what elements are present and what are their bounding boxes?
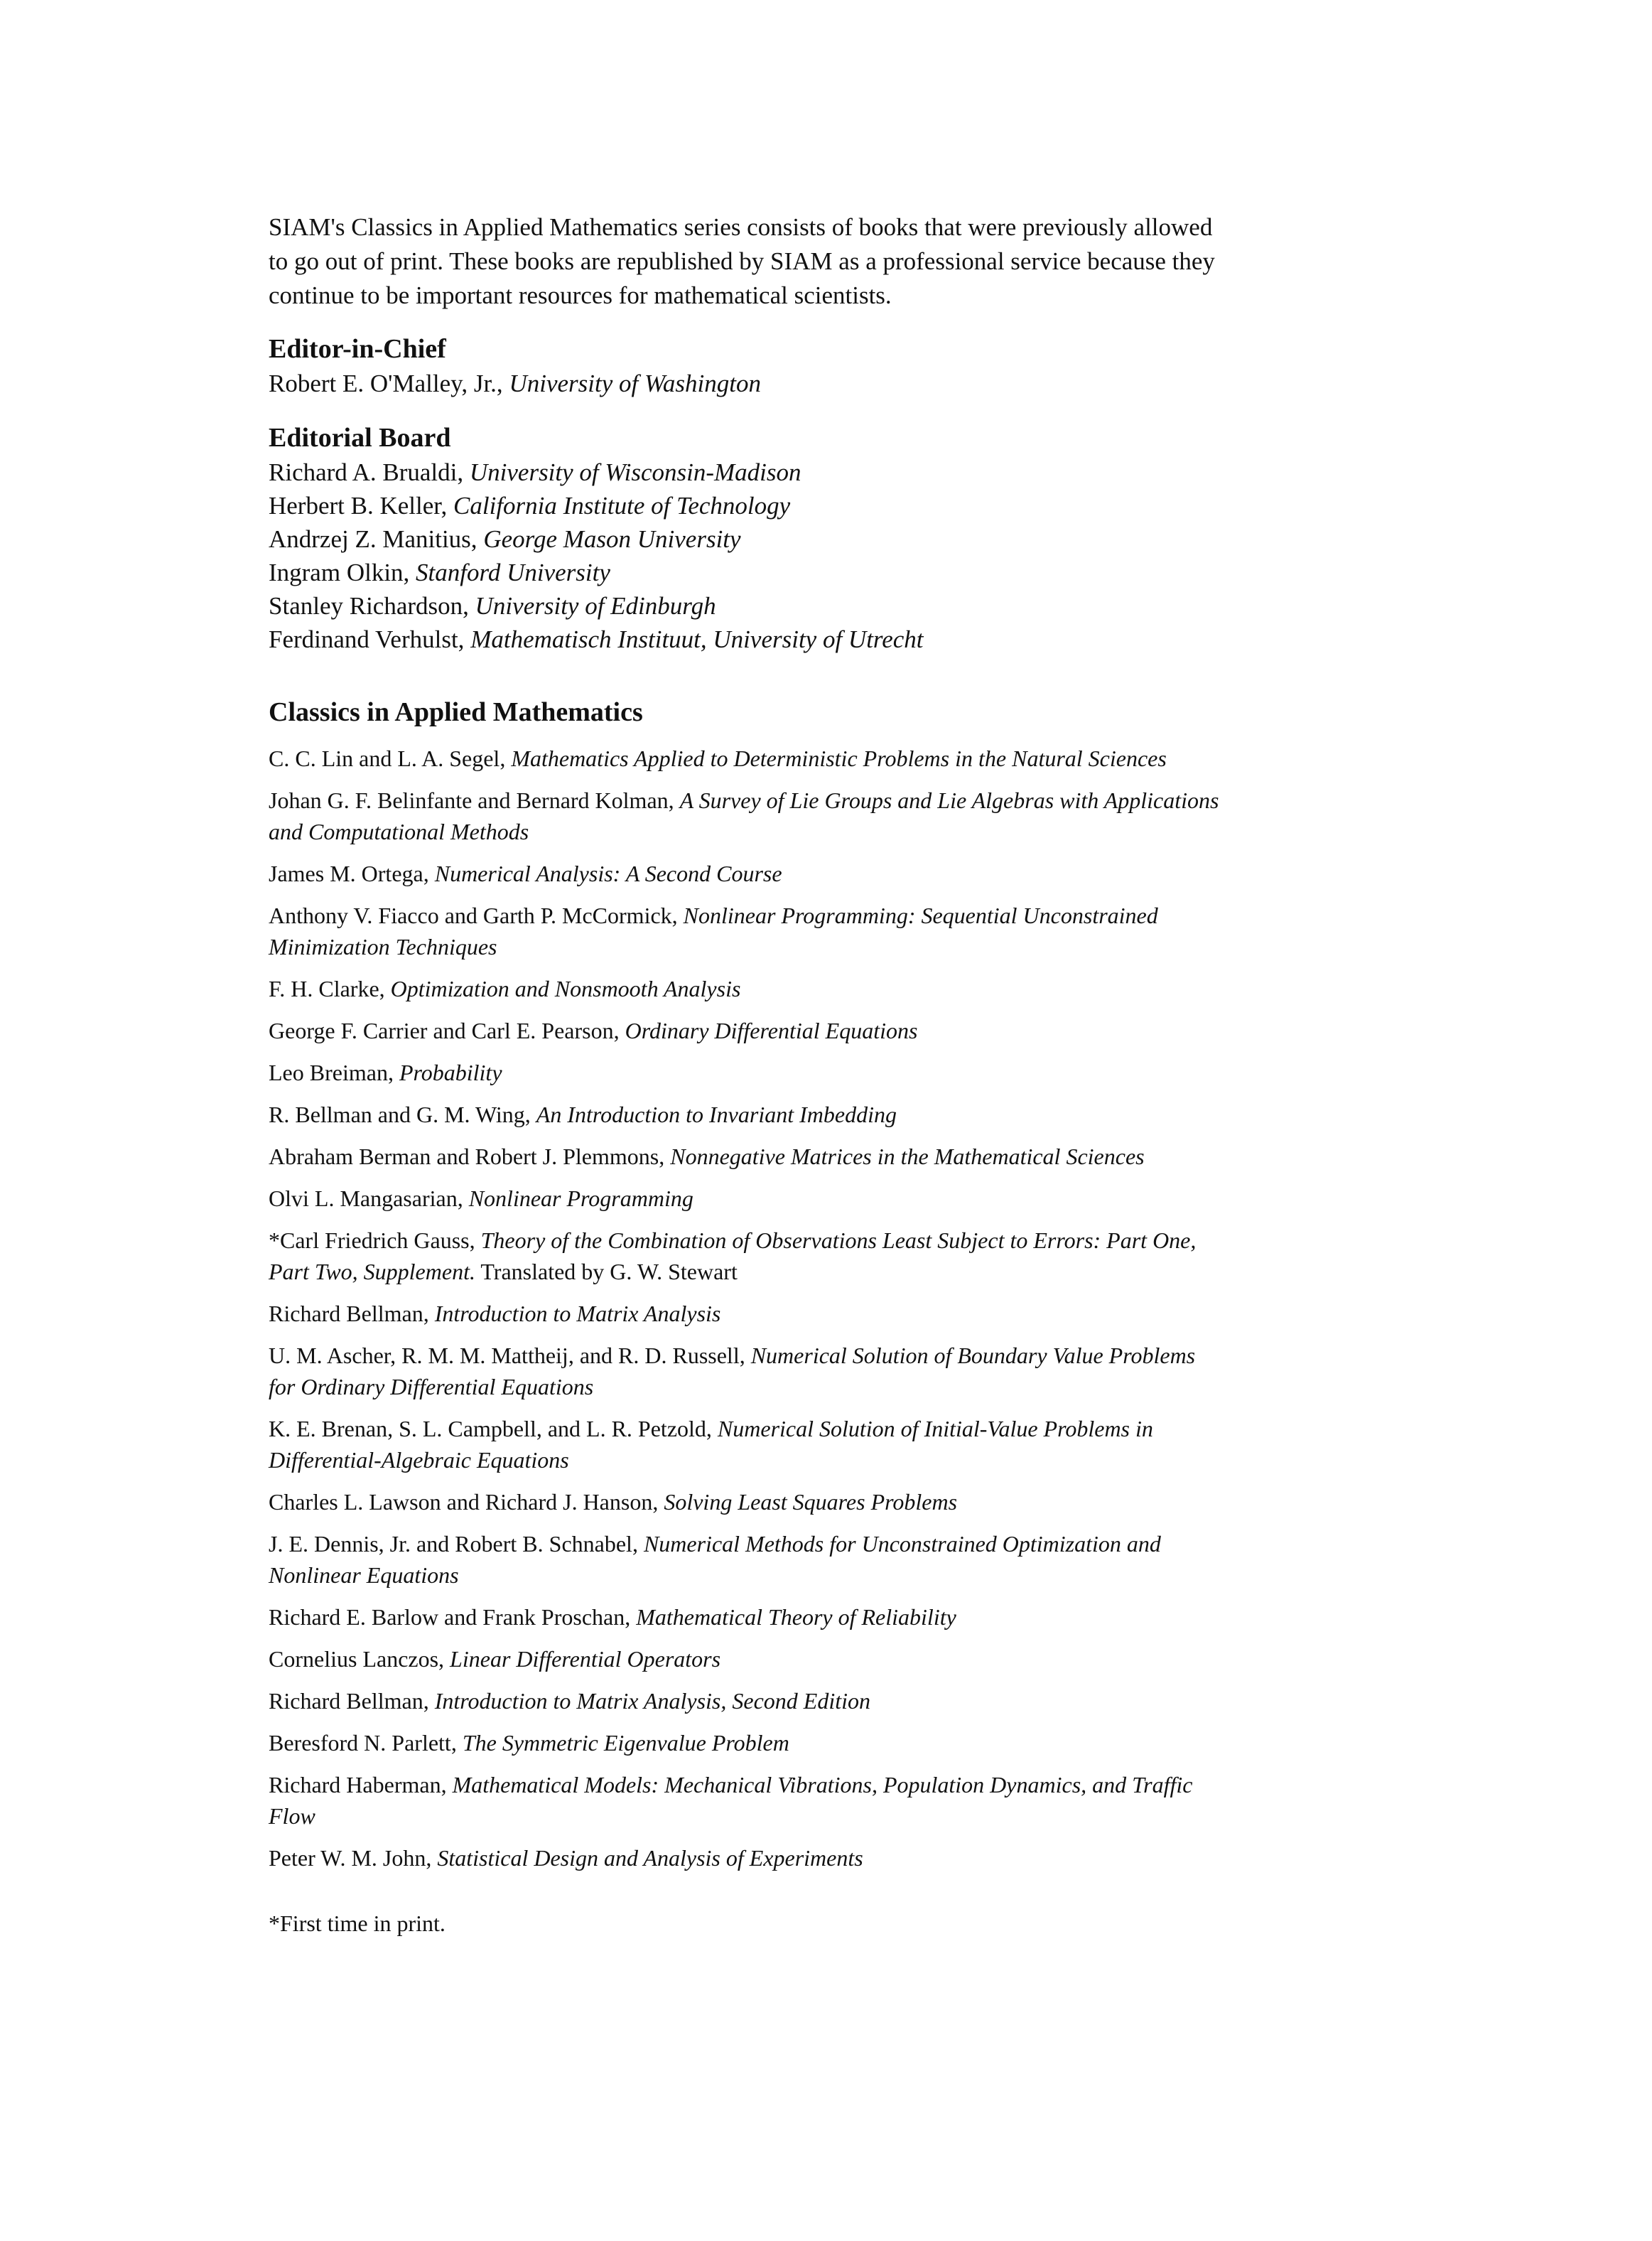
board-member-name: Ingram Olkin,: [269, 559, 416, 586]
entry-title: An Introduction to Invariant Imbedding: [536, 1102, 897, 1127]
editor-name: Robert E. O'Malley, Jr.,: [269, 370, 509, 397]
entry-title: Probability: [399, 1060, 502, 1085]
entry-authors: Peter W. M. John,: [269, 1845, 438, 1871]
classics-entry: [269, 1057, 1221, 1088]
entry-authors: K. E. Brenan, S. L. Campbell, and L. R. Petzold,: [269, 1416, 718, 1441]
entry-authors: U. M. Ascher, R. M. M. Mattheij, and R. D. Russell,: [269, 1343, 751, 1368]
classics-entry: [269, 1183, 1221, 1214]
entry-authors: Richard E. Barlow and Frank Proschan,: [269, 1604, 637, 1630]
entry-title: Numerical Methods for Unconstrained Optimization and Nonlinear Equations: [269, 1531, 1161, 1588]
editor-in-chief-line: [269, 367, 1235, 400]
entry-authors: Abraham Berman and Robert J. Plemmons,: [269, 1144, 671, 1169]
entry-title: A Survey of Lie Groups and Lie Algebras with Applications and Computational Methods: [269, 788, 1219, 844]
board-member-name: Andrzej Z. Manitius,: [269, 525, 484, 553]
classics-entry: [269, 1298, 1221, 1329]
entry-title: Mathematical Theory of Reliability: [636, 1604, 956, 1630]
board-member-name: Stanley Richardson,: [269, 592, 475, 620]
entry-title: The Symmetric Eigenvalue Problem: [462, 1730, 789, 1756]
editorial-board-heading: Editorial Board: [269, 423, 451, 453]
entry-title: Ordinary Differential Equations: [625, 1018, 918, 1043]
entry-title: Nonnegative Matrices in the Mathematical Sciences: [670, 1144, 1145, 1169]
entry-authors: Anthony V. Fiacco and Garth P. McCormick,: [269, 903, 684, 928]
entry-authors: Richard Bellman,: [269, 1301, 435, 1326]
entry-title: Introduction to Matrix Analysis: [434, 1301, 721, 1326]
board-member: [269, 556, 1235, 589]
board-member: [269, 522, 1235, 556]
entry-title: Nonlinear Programming: Sequential Unconstrained Minimization Techniques: [269, 903, 1158, 960]
classics-entry: [269, 1225, 1221, 1287]
entry-title: Numerical Analysis: A Second Course: [434, 861, 782, 886]
board-member-affiliation: George Mason University: [483, 525, 741, 553]
entry-title: Theory of the Combination of Observations Least Subject to Errors: Part One, Part Two, Supplement.: [269, 1227, 1197, 1284]
entry-authors: *Carl Friedrich Gauss,: [269, 1227, 481, 1253]
classics-entry: [269, 1486, 1221, 1517]
editor-in-chief-heading: Editor-in-Chief: [269, 334, 446, 364]
entry-authors: R. Bellman and G. M. Wing,: [269, 1102, 536, 1127]
entry-authors: James M. Ortega,: [269, 861, 435, 886]
entry-authors: George F. Carrier and Carl E. Pearson,: [269, 1018, 625, 1043]
entry-note: Translated by G. W. Stewart: [475, 1259, 738, 1284]
classics-entry: [269, 1015, 1221, 1046]
classics-entry: [269, 1727, 1221, 1758]
board-member: [269, 456, 1235, 489]
entry-title: Linear Differential Operators: [450, 1646, 721, 1672]
entry-title: Optimization and Nonsmooth Analysis: [390, 976, 741, 1001]
entry-authors: Olvi L. Mangasarian,: [269, 1186, 469, 1211]
classics-entry: [269, 1099, 1221, 1130]
board-member-name: Ferdinand Verhulst,: [269, 625, 471, 653]
classics-entry: [269, 1769, 1221, 1832]
board-member: [269, 489, 1235, 522]
document-page: [269, 210, 1235, 1962]
classics-entry: [269, 973, 1221, 1004]
board-member-name: Richard A. Brualdi,: [269, 458, 470, 486]
entry-title: Solving Least Squares Problems: [664, 1489, 958, 1515]
board-member-affiliation: California Institute of Technology: [453, 492, 791, 520]
board-member-affiliation: University of Edinburgh: [475, 592, 716, 620]
editor-affiliation: University of Washington: [509, 370, 761, 397]
classics-heading: Classics in Applied Mathematics: [269, 697, 643, 727]
classics-entry: [269, 1685, 1221, 1716]
entry-title: Statistical Design and Analysis of Experiments: [437, 1845, 863, 1871]
entry-authors: C. C. Lin and L. A. Segel,: [269, 746, 512, 771]
entry-authors: Beresford N. Parlett,: [269, 1730, 463, 1756]
board-member-affiliation: Stanford University: [416, 559, 610, 586]
editorial-board-section: [269, 420, 1235, 656]
classics-entry: [269, 1842, 1221, 1874]
classics-entry: [269, 1413, 1221, 1476]
entry-authors: Richard Bellman,: [269, 1688, 435, 1714]
entry-authors: F. H. Clarke,: [269, 976, 391, 1001]
footnote: *First time in print.: [269, 1911, 446, 1936]
board-member-affiliation: Mathematisch Instituut, University of Utrecht: [470, 625, 924, 653]
classics-entry: [269, 858, 1221, 889]
classics-entry: [269, 1528, 1221, 1591]
classics-entry: [269, 1643, 1221, 1675]
series-intro: SIAM's Classics in Applied Mathematics series consists of books that were previously allowed to go out of print. These books are republished by SIAM as a professional service because they continue to be important resources for mathematical scientists.: [269, 213, 1215, 309]
board-member: [269, 589, 1235, 623]
board-member-name: Herbert B. Keller,: [269, 492, 454, 520]
classics-entry: [269, 743, 1221, 774]
entry-authors: Charles L. Lawson and Richard J. Hanson,: [269, 1489, 664, 1515]
classics-entry: [269, 1601, 1221, 1633]
classics-entry: [269, 785, 1221, 847]
entry-title: Mathematics Applied to Deterministic Problems in the Natural Sciences: [511, 746, 1167, 771]
board-member-affiliation: University of Wisconsin-Madison: [469, 458, 801, 486]
board-member: [269, 623, 1235, 656]
entry-title: Numerical Solution of Initial-Value Problems in Differential-Algebraic Equations: [269, 1416, 1153, 1473]
classics-list: [269, 743, 1235, 1874]
classics-entry: [269, 1141, 1221, 1172]
classics-entry: [269, 1340, 1221, 1402]
entry-authors: J. E. Dennis, Jr. and Robert B. Schnabel,: [269, 1531, 644, 1557]
entry-title: Introduction to Matrix Analysis, Second Edition: [434, 1688, 870, 1714]
entry-authors: Leo Breiman,: [269, 1060, 399, 1085]
editor-in-chief-section: [269, 331, 1235, 400]
classics-entry: [269, 900, 1221, 962]
entry-title: Numerical Solution of Boundary Value Problems for Ordinary Differential Equations: [269, 1343, 1196, 1399]
entry-authors: Cornelius Lanczos,: [269, 1646, 450, 1672]
entry-authors: Johan G. F. Belinfante and Bernard Kolman,: [269, 788, 680, 813]
entry-title: Nonlinear Programming: [468, 1186, 693, 1211]
entry-title: Mathematical Models: Mechanical Vibrations, Population Dynamics, and Traffic Flow: [269, 1772, 1193, 1829]
entry-authors: Richard Haberman,: [269, 1772, 453, 1797]
